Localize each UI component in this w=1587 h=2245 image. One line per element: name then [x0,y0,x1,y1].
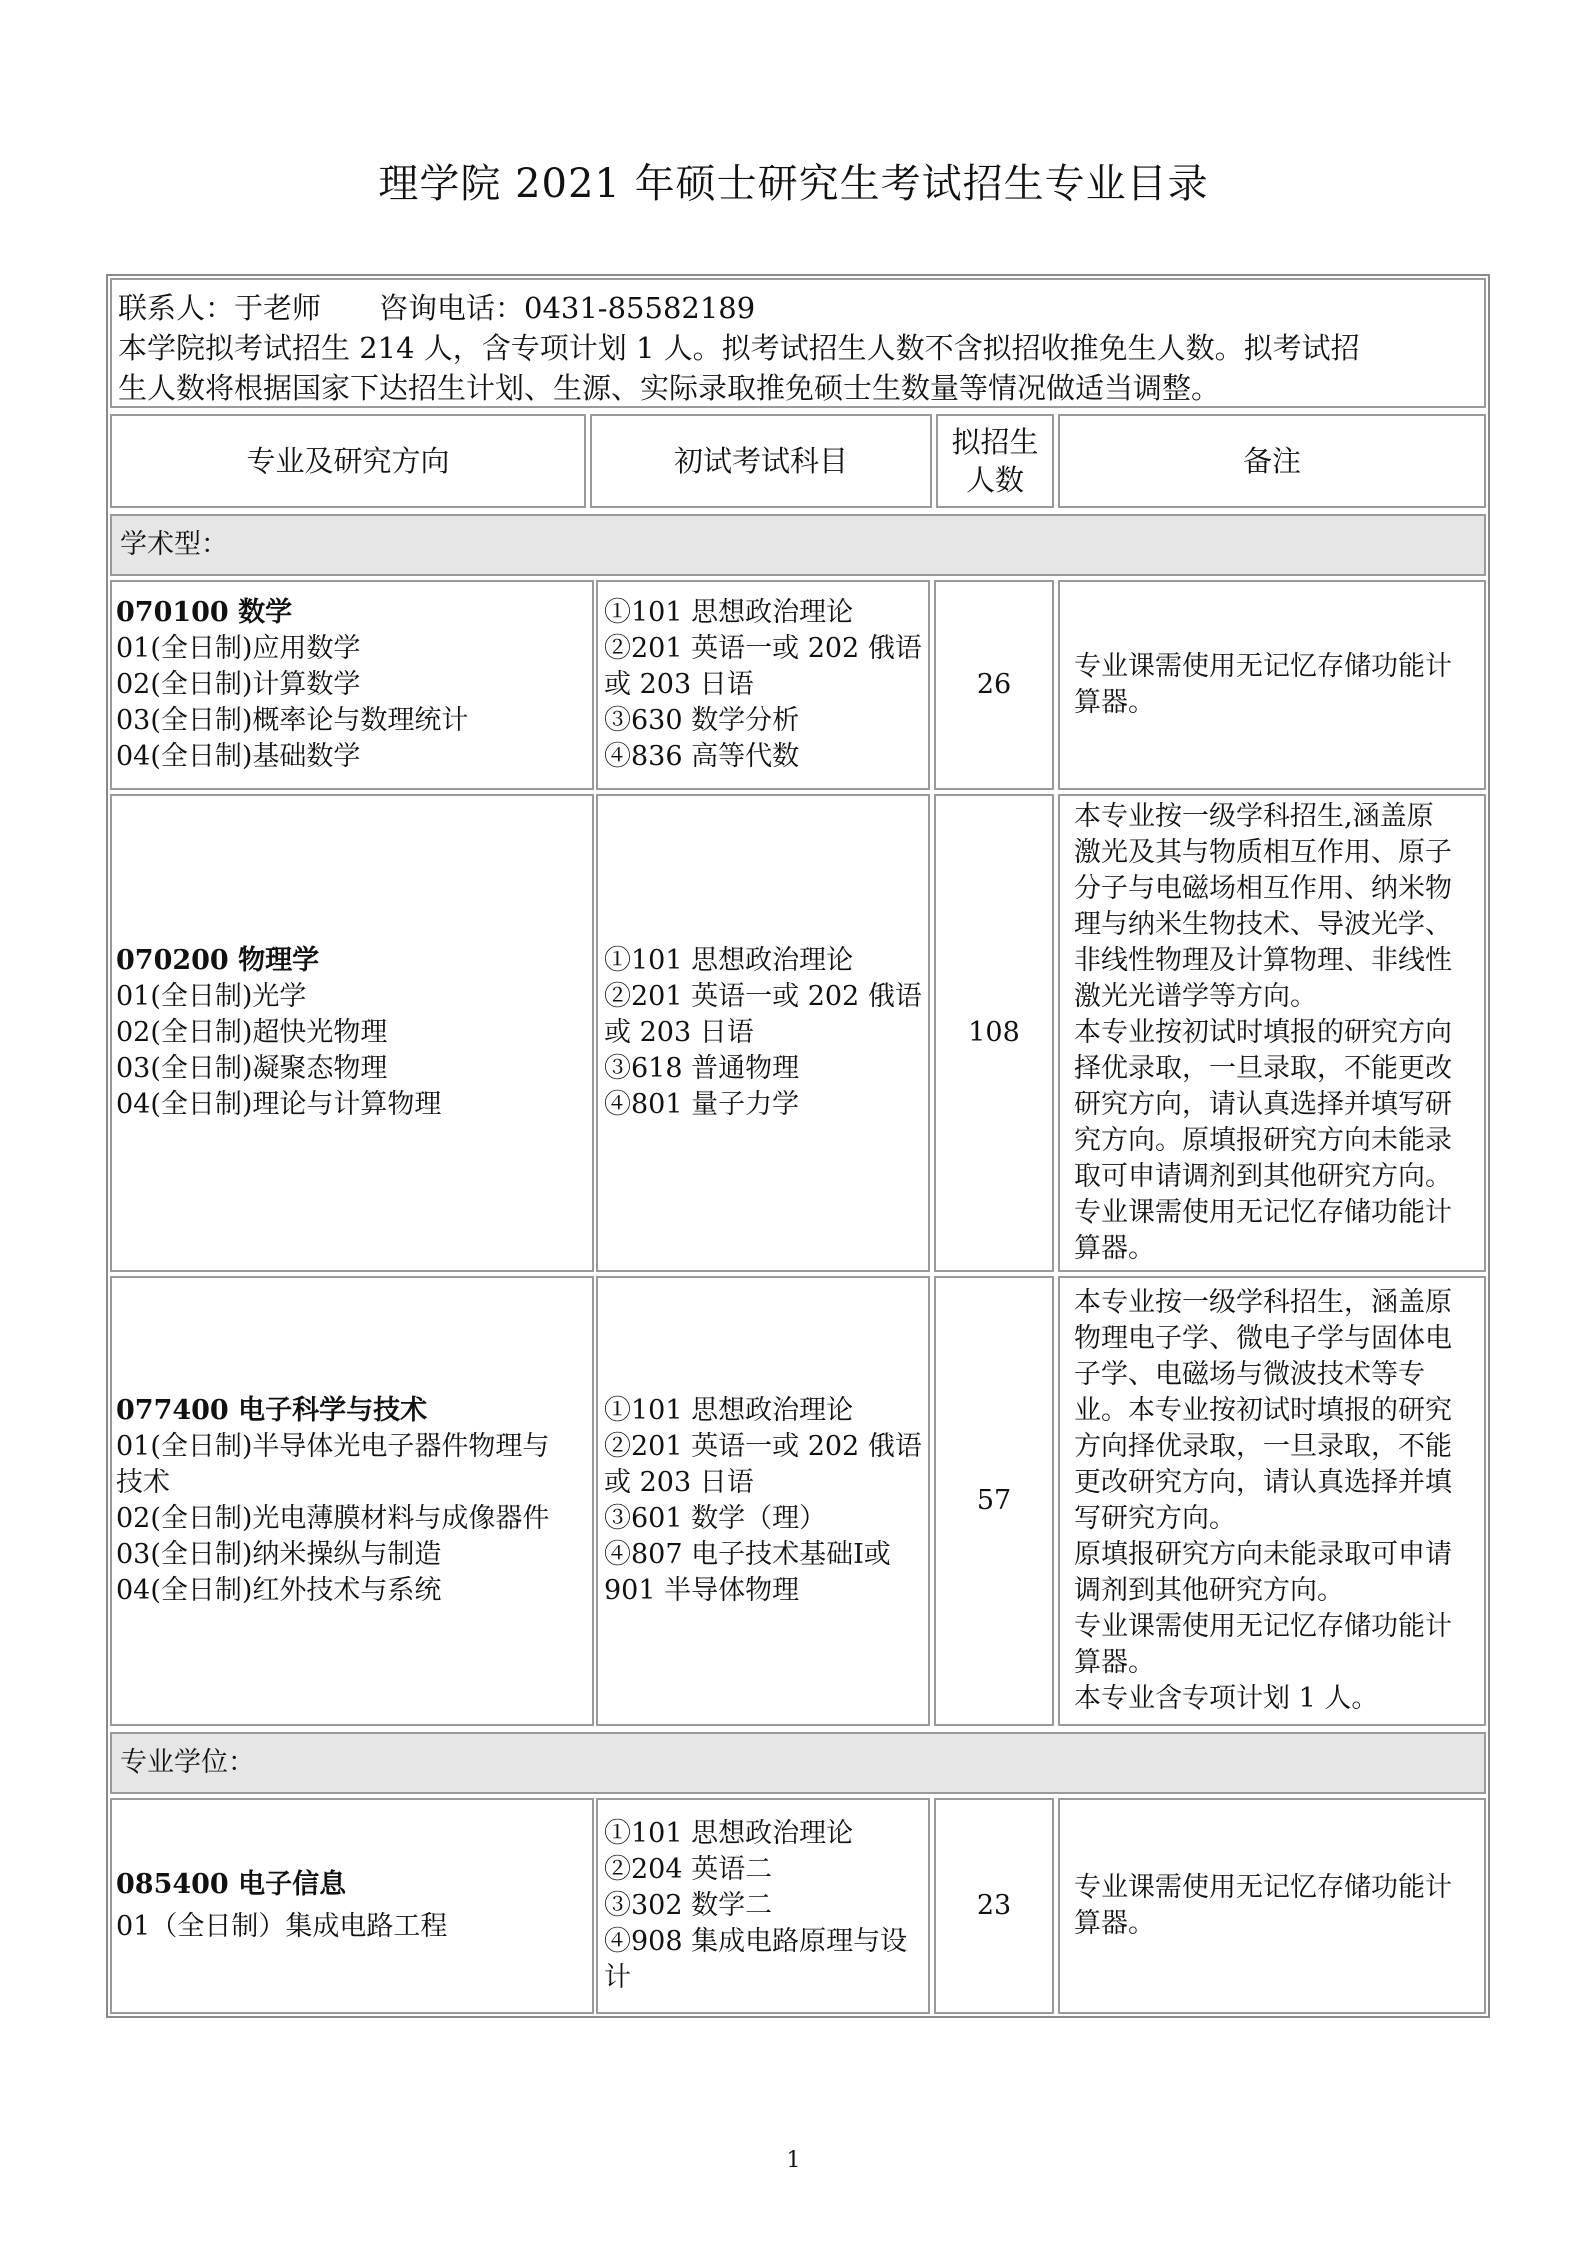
remark-line: 究方向。原填报研究方向未能录 [1074,1125,1452,1156]
remark-line: 本专业按一级学科招生，涵盖原 [1074,1287,1452,1318]
remarks-cell [1058,580,1486,790]
remark-line: 非线性物理及计算物理、非线性 [1074,945,1452,976]
remark-line: 更改研究方向，请认真选择并填 [1074,1467,1452,1498]
enrollment-note-cont: 生人数将根据国家下达招生计划、生源、实际录取推免硕士生数量等情况做适当调整。 [118,371,1221,405]
header-subjects: 初试考试科目 [590,414,932,508]
subject: ③302 数学二 [604,1890,773,1921]
subject: ①101 思想政治理论 [604,945,854,976]
subject: 901 半导体物理 [604,1575,800,1606]
remark-line: 激光及其与物质相互作用、原子 [1074,837,1452,868]
subject: ④801 量子力学 [604,1089,800,1120]
remark-line: 专业课需使用无记忆存储功能计 [1074,651,1452,682]
direction: 04(全日制)红外技术与系统 [116,1575,442,1606]
direction: 02(全日制)超快光物理 [116,1017,388,1048]
direction: 02(全日制)光电薄膜材料与成像器件 [116,1503,550,1534]
direction: 01(全日制)半导体光电子器件物理与 [116,1431,550,1462]
subjects-cell [596,1798,930,2014]
quota-cell: 57 [934,1276,1054,1726]
major-name: 070100 数学 [116,597,293,628]
remarks-cell [1058,1798,1486,2014]
direction: 04(全日制)基础数学 [116,741,361,772]
enrollment-note: 本学院拟考试招生 214 人，含专项计划 1 人。拟考试招生人数不含拟招收推免生人数。拟考试招 [118,331,1360,365]
quota-cell: 23 [934,1798,1054,2014]
remark-line: 分子与电磁场相互作用、纳米物 [1074,873,1452,904]
remark-line: 算器。 [1074,1647,1155,1678]
contact-info [110,278,1486,408]
subject: ②201 英语一或 202 俄语 [604,1431,922,1462]
remark-line: 理与纳米生物技术、导波光学、 [1074,909,1452,940]
subject: ④807 电子技术基础Ⅰ或 [604,1539,891,1570]
major-cell [110,794,594,1272]
quota-cell: 26 [934,580,1054,790]
remark-line: 原填报研究方向未能录取可申请 [1074,1539,1452,1570]
direction: 技术 [116,1467,170,1498]
remark-line: 本专业含专项计划 1 人。 [1074,1683,1379,1714]
major-name: 077400 电子科学与技术 [116,1395,428,1426]
subject: 计 [604,1962,631,1993]
remark-line: 专业课需使用无记忆存储功能计 [1074,1872,1452,1903]
major-cell [110,1276,594,1726]
direction: 03(全日制)纳米操纵与制造 [116,1539,442,1570]
remark-line: 激光光谱学等方向。 [1074,981,1317,1012]
direction: 02(全日制)计算数学 [116,669,361,700]
contact-line: 联系人：于老师 咨询电话：0431-85582189 [118,291,756,325]
remarks-cell [1058,1276,1486,1726]
subjects-cell [596,580,930,790]
subject: ④908 集成电路原理与设 [604,1926,908,1957]
direction: 03(全日制)概率论与数理统计 [116,705,469,736]
direction: 01(全日制)应用数学 [116,633,361,664]
remark-line: 调剂到其他研究方向。 [1074,1575,1344,1606]
remark-line: 业。本专业按初试时填报的研究 [1074,1395,1452,1426]
subject: ③630 数学分析 [604,705,800,736]
header-quota-line2: 人数 [965,463,1024,497]
header-remarks: 备注 [1058,414,1486,508]
subject: ①101 思想政治理论 [604,1818,854,1849]
remark-line: 写研究方向。 [1074,1503,1236,1534]
subjects-cell [596,1276,930,1726]
subject: ③601 数学（理） [604,1503,827,1534]
subject: ①101 思想政治理论 [604,597,854,628]
remark-line: 算器。 [1074,687,1155,718]
direction: 04(全日制)理论与计算物理 [116,1089,442,1120]
remark-line: 研究方向，请认真选择并填写研 [1074,1089,1452,1120]
subject: ④836 高等代数 [604,741,800,772]
subjects-cell [596,794,930,1272]
remark-line: 本专业按一级学科招生,涵盖原 [1074,801,1434,832]
subject: ②201 英语一或 202 俄语 [604,981,922,1012]
remark-line: 专业课需使用无记忆存储功能计 [1074,1611,1452,1642]
remark-line: 子学、电磁场与微波技术等专 [1074,1359,1425,1390]
remark-line: 取可申请调剂到其他研究方向。 [1074,1161,1452,1192]
header-quota-line1: 拟招生 [951,425,1039,459]
major-name: 070200 物理学 [116,945,320,976]
major-cell [110,1798,594,2014]
remark-line: 择优录取，一旦录取，不能更改 [1074,1053,1452,1084]
subject: 或 203 日语 [604,1017,754,1048]
major-cell [110,580,594,790]
quota-cell: 108 [934,794,1054,1272]
major-name: 085400 电子信息 [116,1869,347,1900]
direction: 01（全日制）集成电路工程 [116,1911,448,1942]
subject: 或 203 日语 [604,669,754,700]
section-professional: 专业学位： [110,1732,1486,1794]
section-academic: 学术型： [110,514,1486,576]
page-number: 1 [786,2148,801,2173]
remark-line: 方向择优录取，一旦录取，不能 [1074,1431,1452,1462]
subject: 或 203 日语 [604,1467,754,1498]
page-title: 理学院 2021 年硕士研究生考试招生专业目录 [378,161,1209,207]
subject: ②201 英语一或 202 俄语 [604,633,922,664]
subject: ②204 英语二 [604,1854,773,1885]
remark-line: 专业课需使用无记忆存储功能计 [1074,1197,1452,1228]
remark-line: 算器。 [1074,1233,1155,1264]
subject: ③618 普通物理 [604,1053,800,1084]
remarks-cell [1058,794,1486,1272]
remark-line: 本专业按初试时填报的研究方向 [1074,1017,1452,1048]
header-major: 专业及研究方向 [110,414,586,508]
header-quota [936,414,1054,508]
remark-line: 算器。 [1074,1908,1155,1939]
remark-line: 物理电子学、微电子学与固体电 [1074,1323,1452,1354]
direction: 03(全日制)凝聚态物理 [116,1053,388,1084]
subject: ①101 思想政治理论 [604,1395,854,1426]
direction: 01(全日制)光学 [116,981,307,1012]
